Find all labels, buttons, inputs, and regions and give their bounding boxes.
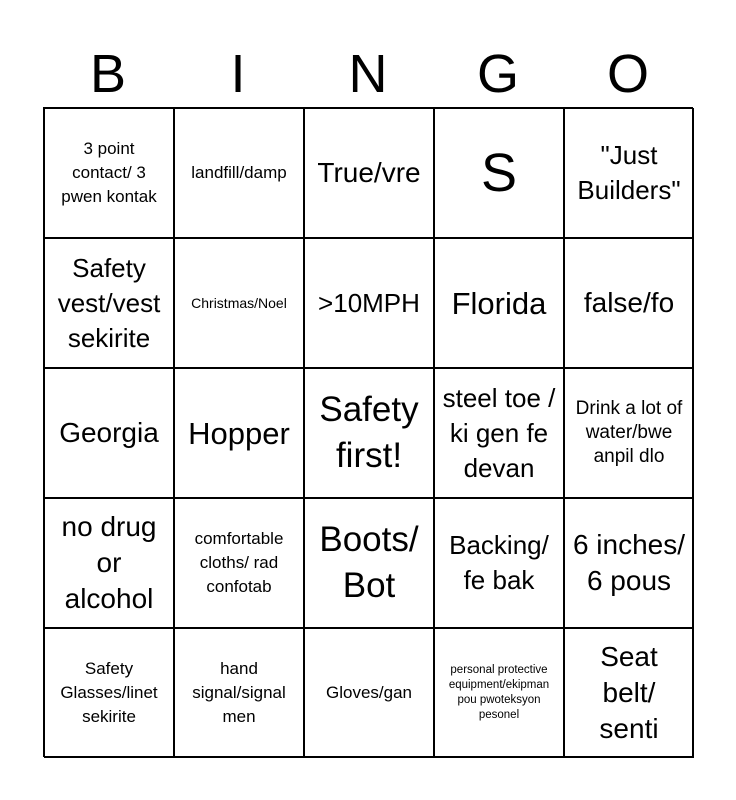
bingo-cell[interactable]: Christmas/Noel: [174, 238, 304, 368]
header-letter-i: I: [230, 44, 246, 104]
bingo-cell[interactable]: personal protective equipment/ekipman pou pwoteksyon pesonel: [434, 628, 564, 758]
bingo-cell[interactable]: 6 inches/ 6 pous: [564, 498, 694, 628]
bingo-cell[interactable]: True/vre: [304, 108, 434, 238]
bingo-cell[interactable]: S: [434, 108, 564, 238]
bingo-cell[interactable]: Seat belt/ senti: [564, 628, 694, 758]
bingo-cell[interactable]: false/fo: [564, 238, 694, 368]
bingo-cell[interactable]: steel toe / ki gen fe devan: [434, 368, 564, 498]
bingo-cell[interactable]: Safety first!: [304, 368, 434, 498]
bingo-cell[interactable]: Backing/ fe bak: [434, 498, 564, 628]
header-letter-b: B: [89, 44, 127, 104]
header-letter-o: O: [606, 44, 649, 104]
bingo-header: [43, 40, 693, 108]
bingo-cell[interactable]: >10MPH: [304, 238, 434, 368]
bingo-cell[interactable]: Gloves/gan: [304, 628, 434, 758]
bingo-cell[interactable]: Safety Glasses/linet sekirite: [44, 628, 174, 758]
bingo-cell[interactable]: comfortable cloths/ rad confotab: [174, 498, 304, 628]
bingo-cell[interactable]: Boots/ Bot: [304, 498, 434, 628]
bingo-cell[interactable]: 3 point contact/ 3 pwen kontak: [44, 108, 174, 238]
bingo-grid: [43, 107, 693, 757]
bingo-cell[interactable]: Hopper: [174, 368, 304, 498]
bingo-cell[interactable]: landfill/damp: [174, 108, 304, 238]
bingo-cell[interactable]: Safety vest/vest sekirite: [44, 238, 174, 368]
bingo-cell[interactable]: Drink a lot of water/bwe anpil dlo: [564, 368, 694, 498]
bingo-cell[interactable]: hand signal/signal men: [174, 628, 304, 758]
header-letter-n: N: [348, 44, 388, 104]
header-letter-g: G: [476, 44, 519, 104]
bingo-cell[interactable]: Florida: [434, 238, 564, 368]
bingo-cell[interactable]: "Just Builders": [564, 108, 694, 238]
bingo-cell[interactable]: no drug or alcohol: [44, 498, 174, 628]
bingo-cell[interactable]: Georgia: [44, 368, 174, 498]
